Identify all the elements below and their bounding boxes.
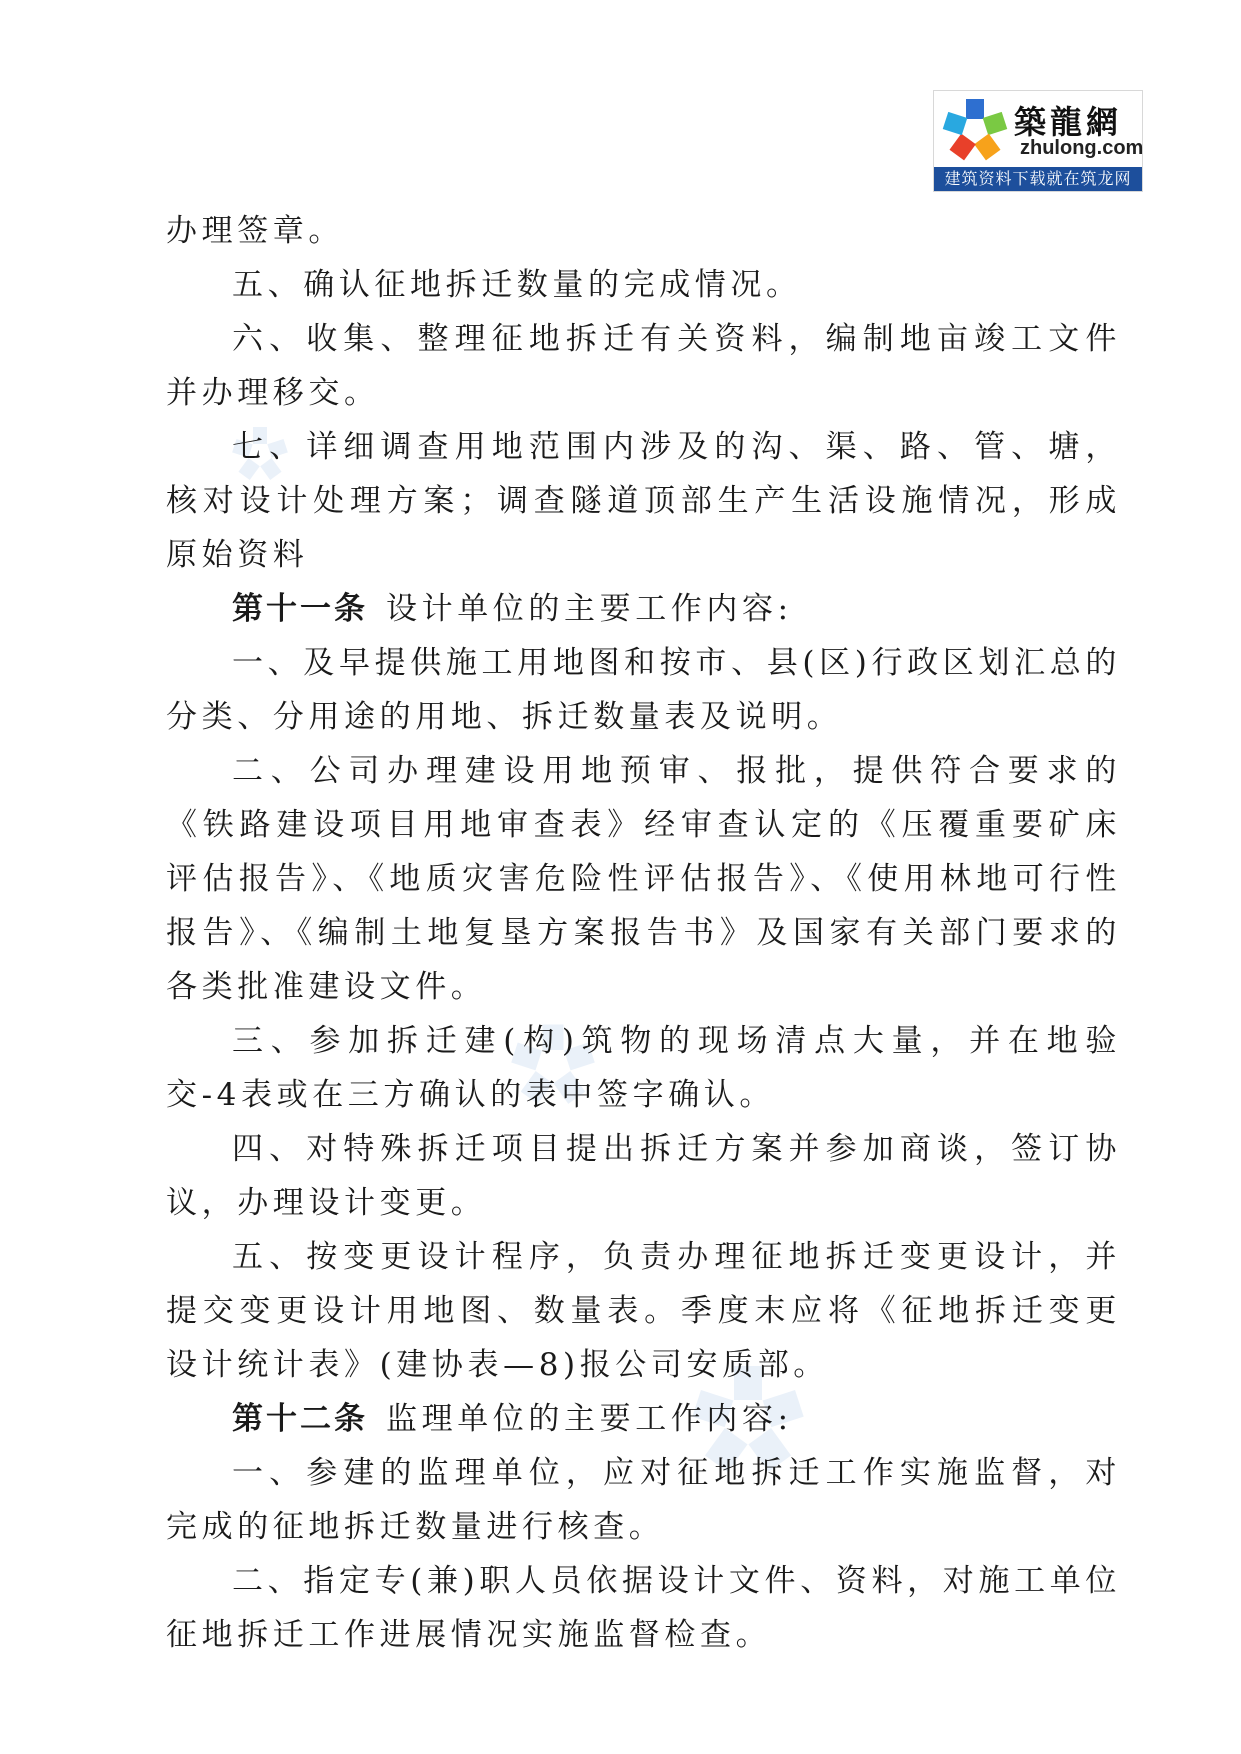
article-number: 第十一条: [232, 591, 368, 627]
paragraph: 一、参建的监理单位，应对征地拆迁工作实施监督，对完成的征地拆迁数量进行核查。: [166, 1455, 1121, 1545]
logo-slogan: 建筑资料下载就在筑龙网: [934, 167, 1142, 191]
article-heading: [166, 1392, 1121, 1446]
article-title: 设计单位的主要工作内容:: [386, 591, 793, 627]
logo-domain: zhulong.com: [1020, 137, 1144, 159]
paragraph: 办理签章。: [166, 213, 344, 249]
paragraph: 七、详细调查用地范围内涉及的沟、渠、路、管、塘，核对设计处理方案；调查隧道顶部生产生活设施情况，形成原始资料: [166, 429, 1121, 573]
logo-name: 築龍網: [1014, 103, 1123, 141]
article-title: 监理单位的主要工作内容:: [386, 1401, 793, 1437]
paragraph: 二、公司办理建设用地预审、报批，提供符合要求的《铁路建设项目用地审查表》经审查认定的《压覆重要矿床评估报告》、《地质灾害危险性评估报告》、《使用林地可行性报告》、《编制土地复垦方案报告书》及国家有关部门要求的各类批准建设文件。: [166, 753, 1121, 1005]
paragraph: 二、指定专(兼)职人员依据设计文件、资料，对施工单位征地拆迁工作进展情况实施监督检查。: [166, 1563, 1121, 1653]
paragraph: 一、及早提供施工用地图和按市、县(区)行政区划汇总的分类、分用途的用地、拆迁数量表及说明。: [166, 645, 1121, 735]
paragraph: 四、对特殊拆迁项目提出拆迁方案并参加商谈，签订协议，办理设计变更。: [166, 1131, 1121, 1221]
paragraph: 五、确认征地拆迁数量的完成情况。: [232, 267, 802, 303]
zhulong-logo: [933, 90, 1143, 192]
zhulong-flower-logo-icon: [940, 95, 1010, 165]
article-number: 第十二条: [232, 1401, 368, 1437]
document-body: [166, 204, 1121, 1662]
paragraph: 六、收集、整理征地拆迁有关资料，编制地亩竣工文件并办理移交。: [166, 321, 1121, 411]
article-heading: [166, 582, 1121, 636]
paragraph: 三、参加拆迁建(构)筑物的现场清点大量，并在地验交-4表或在三方确认的表中签字确认。: [166, 1023, 1121, 1113]
paragraph: 五、按变更设计程序，负责办理征地拆迁变更设计，并提交变更设计用地图、数量表。季度末应将《征地拆迁变更设计统计表》(建协表—8)报公司安质部。: [166, 1239, 1121, 1383]
